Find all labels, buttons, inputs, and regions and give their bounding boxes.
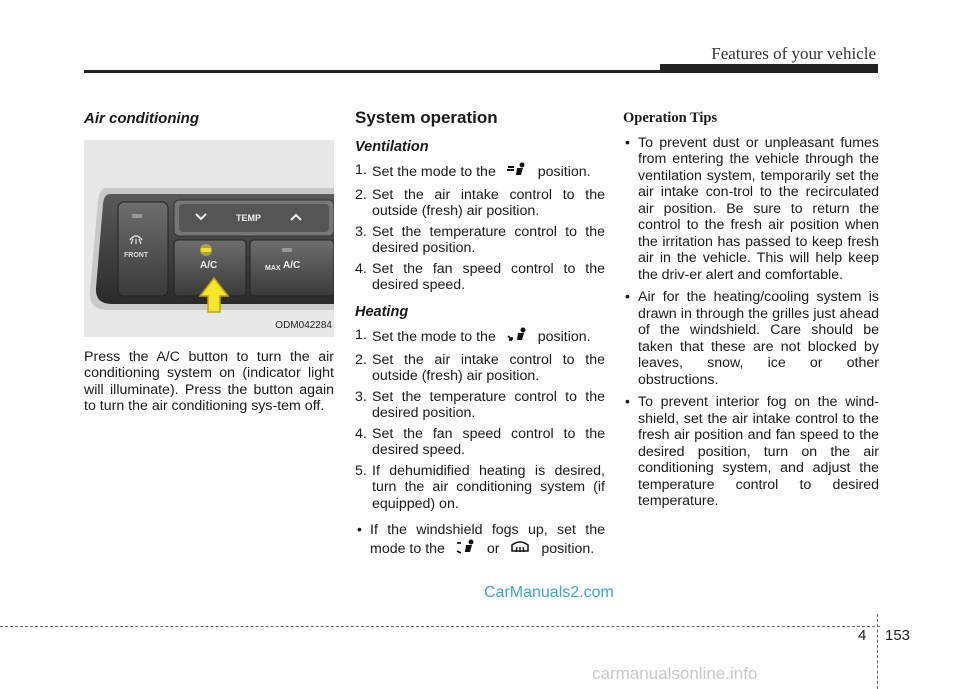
step-number: 3.: [355, 223, 367, 240]
heating-heading: Heating: [355, 303, 409, 320]
step-number: 4.: [355, 260, 367, 277]
ac-control-figure: [84, 140, 334, 337]
column-operation-tips: [623, 108, 879, 516]
list-item: [355, 261, 605, 294]
column-air-conditioning: [84, 108, 334, 415]
climate-panel-illustration: [84, 140, 334, 337]
operation-tips-list: [623, 135, 879, 510]
heating-steps: [355, 327, 605, 512]
bullet-text-or: or: [486, 540, 500, 557]
list-item: • Air for the heating/cooling system is drawn in through the grilles just ahead of the windshield. Care should be taken that these are not blocked by leaves, snow, ice or other obstructions.: [623, 289, 879, 388]
list-item: [355, 162, 605, 183]
figure-label-ac: A/C: [200, 259, 218, 271]
list-item: [355, 187, 605, 220]
footer-divider: [877, 614, 878, 689]
watermark-link[interactable]: CarManuals2.com: [484, 584, 614, 601]
floor-mode-icon: [506, 327, 528, 348]
defrost-mode-icon: [509, 539, 531, 560]
figure-code: ODM042284: [275, 320, 332, 331]
step-number: 5.: [355, 462, 367, 479]
header-title: Features of your vehicle: [711, 44, 876, 63]
step-number: 3.: [355, 388, 367, 405]
heating-bullets: [355, 522, 605, 559]
floor-defrost-mode-icon: [455, 539, 477, 560]
step-number: 1.: [355, 327, 367, 343]
figure-label-temp: TEMP: [236, 212, 262, 223]
column-system-operation: [355, 108, 605, 565]
step-number: 2.: [355, 351, 367, 368]
list-item: [355, 352, 605, 385]
bullet-text: If the windshield fogs up, set the mode to the: [370, 522, 605, 557]
ventilation-heading: Ventilation: [355, 138, 429, 155]
footer-rule: [0, 626, 880, 627]
step-text: Set the fan speed control to the desired speed.: [372, 425, 605, 458]
step-text: Set the air intake control to the outside (fresh) air position.: [372, 351, 605, 384]
operation-tips-heading: Operation Tips: [623, 110, 718, 126]
list-item: [355, 463, 605, 513]
list-item: [355, 426, 605, 459]
bullet-text-end: position.: [541, 540, 595, 557]
figure-label-front: FRONT: [124, 251, 149, 259]
list-item: [355, 389, 605, 422]
air-conditioning-heading: Air conditioning: [84, 110, 199, 127]
step-number: 1.: [355, 162, 367, 178]
list-item: [355, 327, 605, 348]
page-number: 153: [885, 627, 911, 644]
step-text: If dehumidified heating is desired, turn the air conditioning system (if equipped) on.: [372, 462, 605, 512]
list-item: • To prevent dust or unpleasant fumes from entering the vehicle through the ventilation system, temporarily set the air intake con-trol to the recirculated air position. Be sure to return the control to the fresh air position when the irritation has passed to keep fresh air in the vehicle. This will help keep the driv-er alert and comfortable.: [623, 135, 879, 284]
step-text: Set the temperature control to the desired position.: [372, 388, 605, 421]
step-text: Set the fan speed control to the desired speed.: [372, 260, 605, 293]
step-text-end: position.: [537, 164, 591, 180]
system-operation-heading: System operation: [355, 108, 498, 127]
list-item: [355, 522, 605, 559]
step-number: 4.: [355, 425, 367, 442]
chapter-number: 4: [858, 627, 867, 644]
step-text-end: position.: [537, 329, 591, 345]
step-number: 2.: [355, 186, 367, 203]
step-text: Set the mode to the: [372, 164, 496, 180]
list-item: [355, 224, 605, 257]
step-text: Set the temperature control to the desired position.: [372, 223, 605, 256]
vent-mode-icon: [506, 162, 528, 183]
air-conditioning-body: Press the A/C button to turn the air conditioning system on (indicator light will illuminate). Press the button again to turn the air conditioning sys-tem off.: [84, 348, 334, 414]
step-text: Set the mode to the: [372, 329, 496, 345]
list-item: • To prevent interior fog on the wind-shield, set the air intake control to the fresh air position and fan speed to the desired position, turn on the air conditioning system, and adjust the temperature control to desired temperature.: [623, 394, 879, 510]
header-rule-accent: [660, 64, 878, 72]
ventilation-steps: [355, 162, 605, 294]
figure-label-max-ac: A/C: [283, 259, 301, 271]
watermark-site: carmanualsonline.info: [592, 664, 758, 683]
step-text: Set the air intake control to the outside (fresh) air position.: [372, 186, 605, 219]
figure-label-max: MAX: [265, 264, 281, 272]
